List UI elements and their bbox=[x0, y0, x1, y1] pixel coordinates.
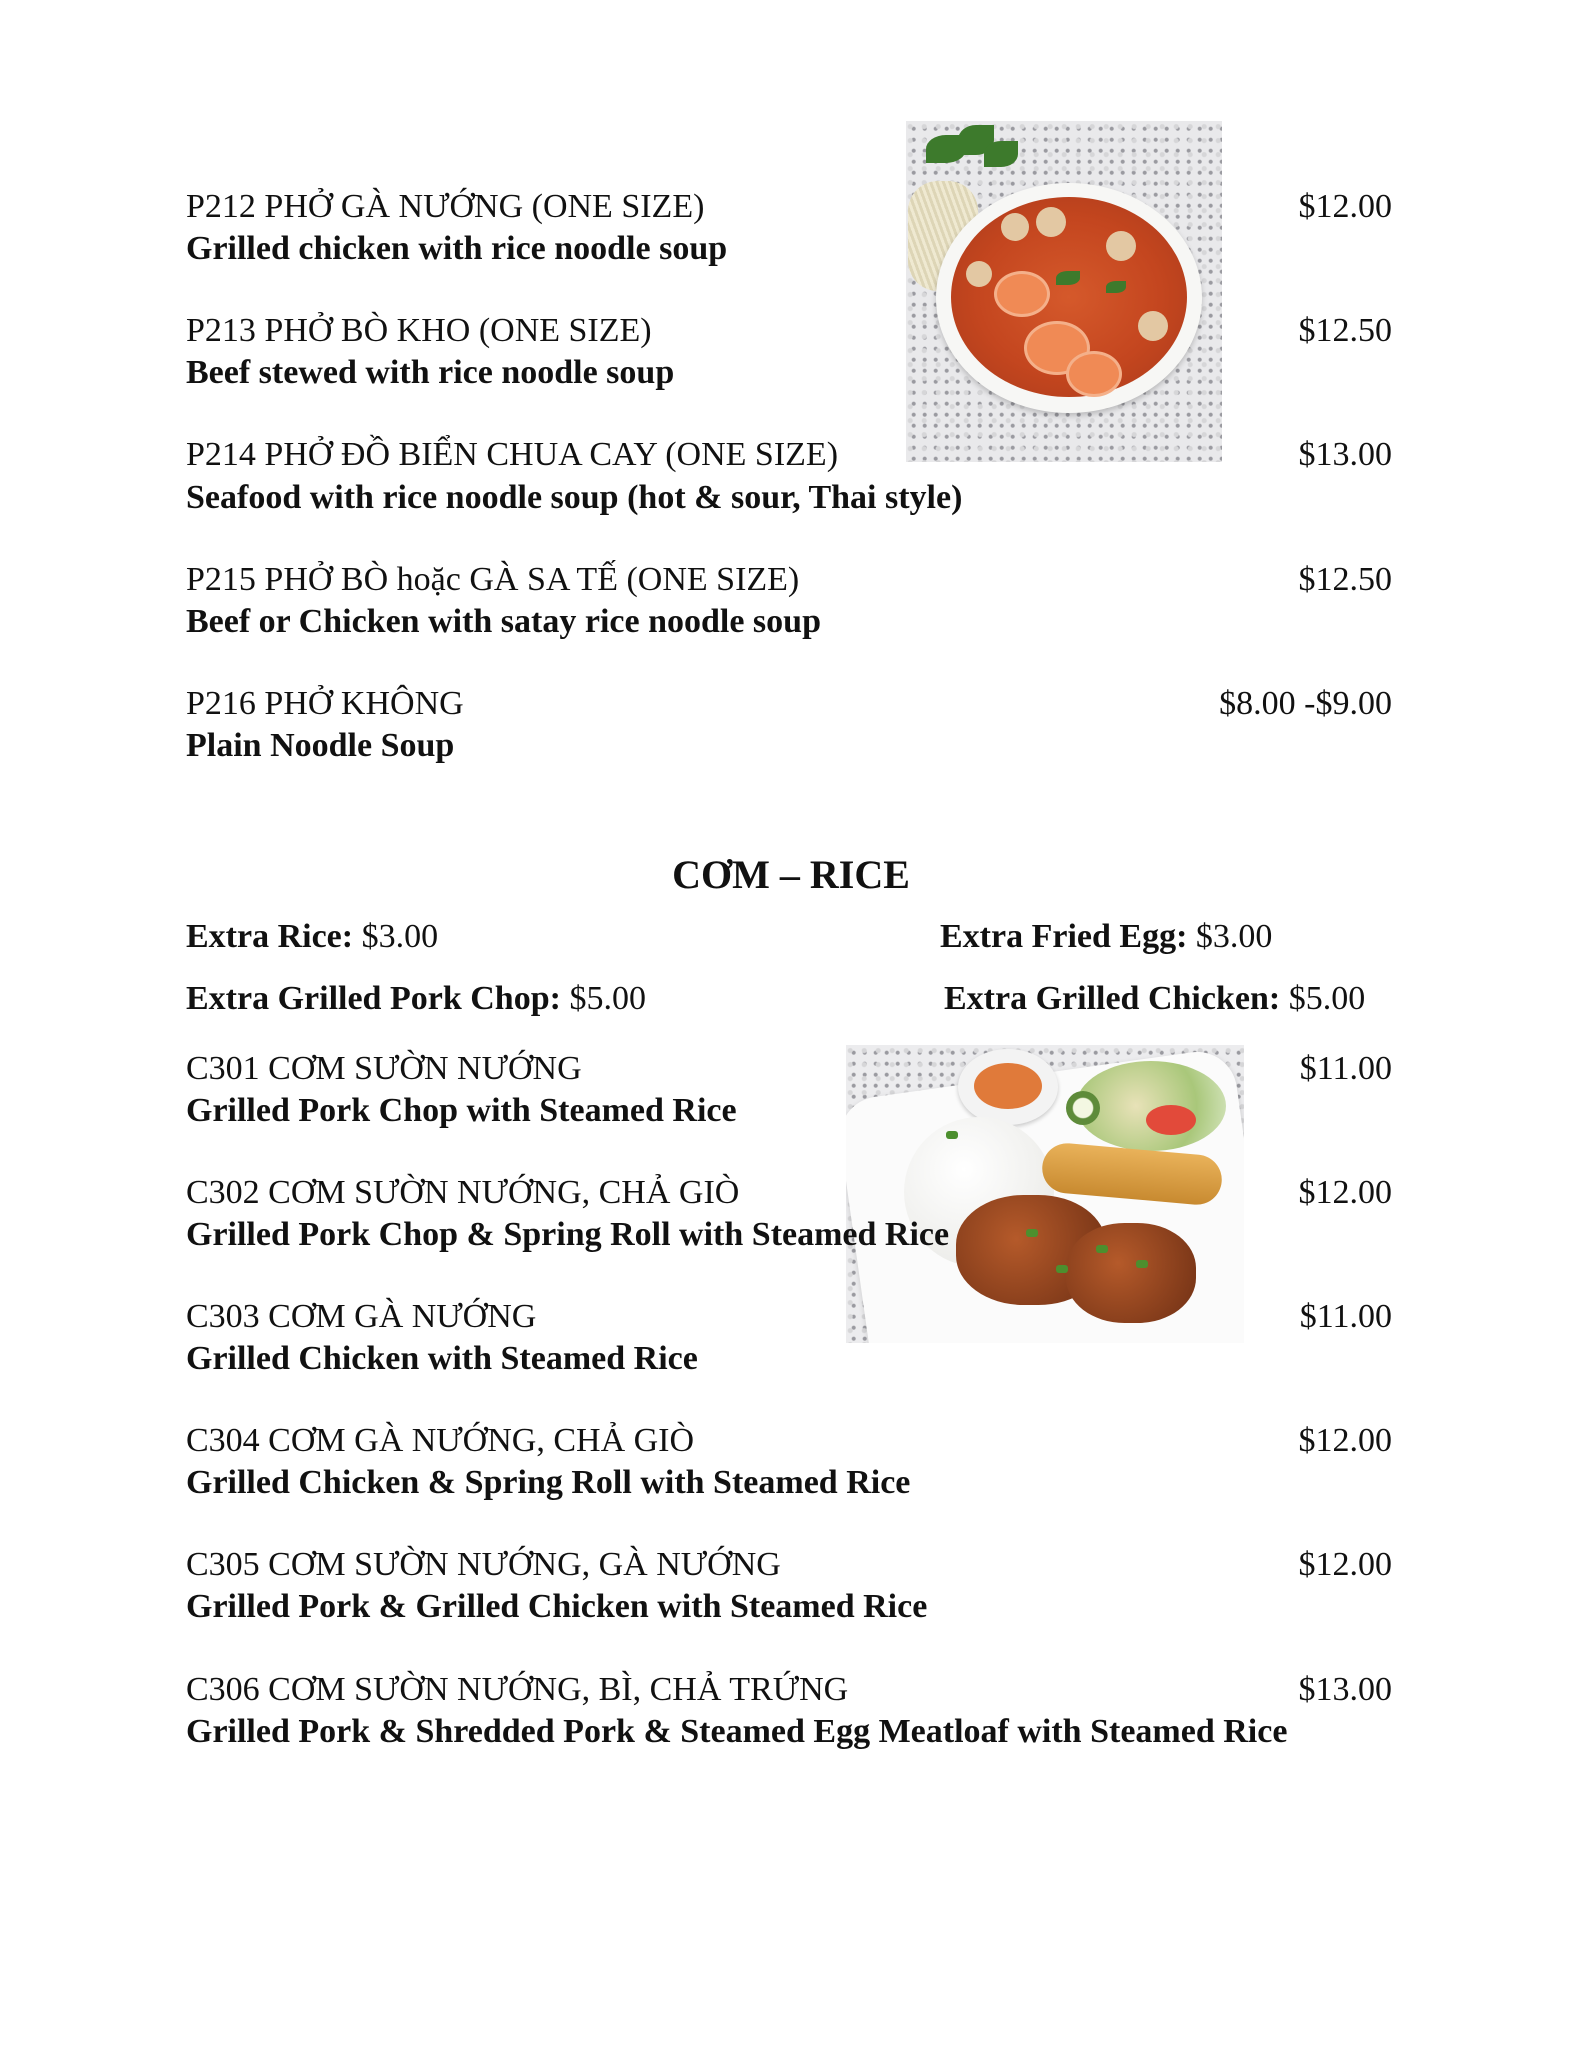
menu-item-description: Grilled Chicken with Steamed Rice bbox=[186, 1340, 698, 1377]
menu-item-name: P216 PHỞ KHÔNG bbox=[186, 685, 464, 722]
menu-item-name: C303 CƠM GÀ NƯỚNG bbox=[186, 1298, 537, 1335]
seafood-soup-photo bbox=[906, 121, 1222, 462]
menu-item-price: $12.00 bbox=[1298, 188, 1392, 225]
menu-item-description: Beef stewed with rice noodle soup bbox=[186, 354, 675, 391]
menu-item-name: C306 CƠM SƯỜN NƯỚNG, BÌ, CHẢ TRỨNG bbox=[186, 1671, 849, 1708]
menu-item-price: $12.00 bbox=[1298, 1422, 1392, 1459]
menu-item-description: Seafood with rice noodle soup (hot & sour, Thai style) bbox=[186, 479, 963, 516]
menu-item-price: $8.00 -$9.00 bbox=[1219, 685, 1392, 722]
menu-item-price: $12.50 bbox=[1298, 312, 1392, 349]
menu-item-description: Plain Noodle Soup bbox=[186, 727, 455, 764]
extra-grilled-pork-chop: Extra Grilled Pork Chop: $5.00 bbox=[186, 980, 646, 1017]
menu-item-name: P212 PHỞ GÀ NƯỚNG (ONE SIZE) bbox=[186, 188, 705, 225]
menu-item-price: $12.00 bbox=[1298, 1174, 1392, 1211]
menu-item-description: Grilled Pork & Grilled Chicken with Steamed Rice bbox=[186, 1588, 928, 1625]
menu-item-description: Grilled chicken with rice noodle soup bbox=[186, 230, 728, 267]
extra-grilled-chicken: Extra Grilled Chicken: $5.00 bbox=[944, 980, 1366, 1017]
menu-item-name: C302 CƠM SƯỜN NƯỚNG, CHẢ GIÒ bbox=[186, 1174, 740, 1211]
menu-item-name: P214 PHỞ ĐỒ BIỂN CHUA CAY (ONE SIZE) bbox=[186, 436, 839, 473]
menu-item-description: Grilled Pork & Shredded Pork & Steamed Egg Meatloaf with Steamed Rice bbox=[186, 1713, 1288, 1750]
menu-item-description: Grilled Pork Chop & Spring Roll with Steamed Rice bbox=[186, 1216, 950, 1253]
rice-plate-photo bbox=[846, 1045, 1244, 1343]
menu-item-name: P215 PHỞ BÒ hoặc GÀ SA TẾ (ONE SIZE) bbox=[186, 561, 800, 598]
extra-fried-egg: Extra Fried Egg: $3.00 bbox=[940, 918, 1273, 955]
menu-item-name: C304 CƠM GÀ NƯỚNG, CHẢ GIÒ bbox=[186, 1422, 695, 1459]
section-heading-rice: CƠM – RICE bbox=[672, 852, 910, 897]
menu-item-price: $11.00 bbox=[1299, 1050, 1392, 1087]
menu-item-price: $13.00 bbox=[1298, 1671, 1392, 1708]
extra-rice: Extra Rice: $3.00 bbox=[186, 918, 439, 955]
menu-item-name: P213 PHỞ BÒ KHO (ONE SIZE) bbox=[186, 312, 652, 349]
menu-item-name: C301 CƠM SƯỜN NƯỚNG bbox=[186, 1050, 582, 1087]
menu-item-name: C305 CƠM SƯỜN NƯỚNG, GÀ NƯỚNG bbox=[186, 1546, 781, 1583]
menu-item-price: $11.00 bbox=[1299, 1298, 1392, 1335]
menu-item-description: Beef or Chicken with satay rice noodle soup bbox=[186, 603, 821, 640]
menu-item-description: Grilled Chicken & Spring Roll with Steamed Rice bbox=[186, 1464, 911, 1501]
menu-item-description: Grilled Pork Chop with Steamed Rice bbox=[186, 1092, 737, 1129]
menu-item-price: $13.00 bbox=[1298, 436, 1392, 473]
menu-item-price: $12.00 bbox=[1298, 1546, 1392, 1583]
menu-item-price: $12.50 bbox=[1298, 561, 1392, 598]
